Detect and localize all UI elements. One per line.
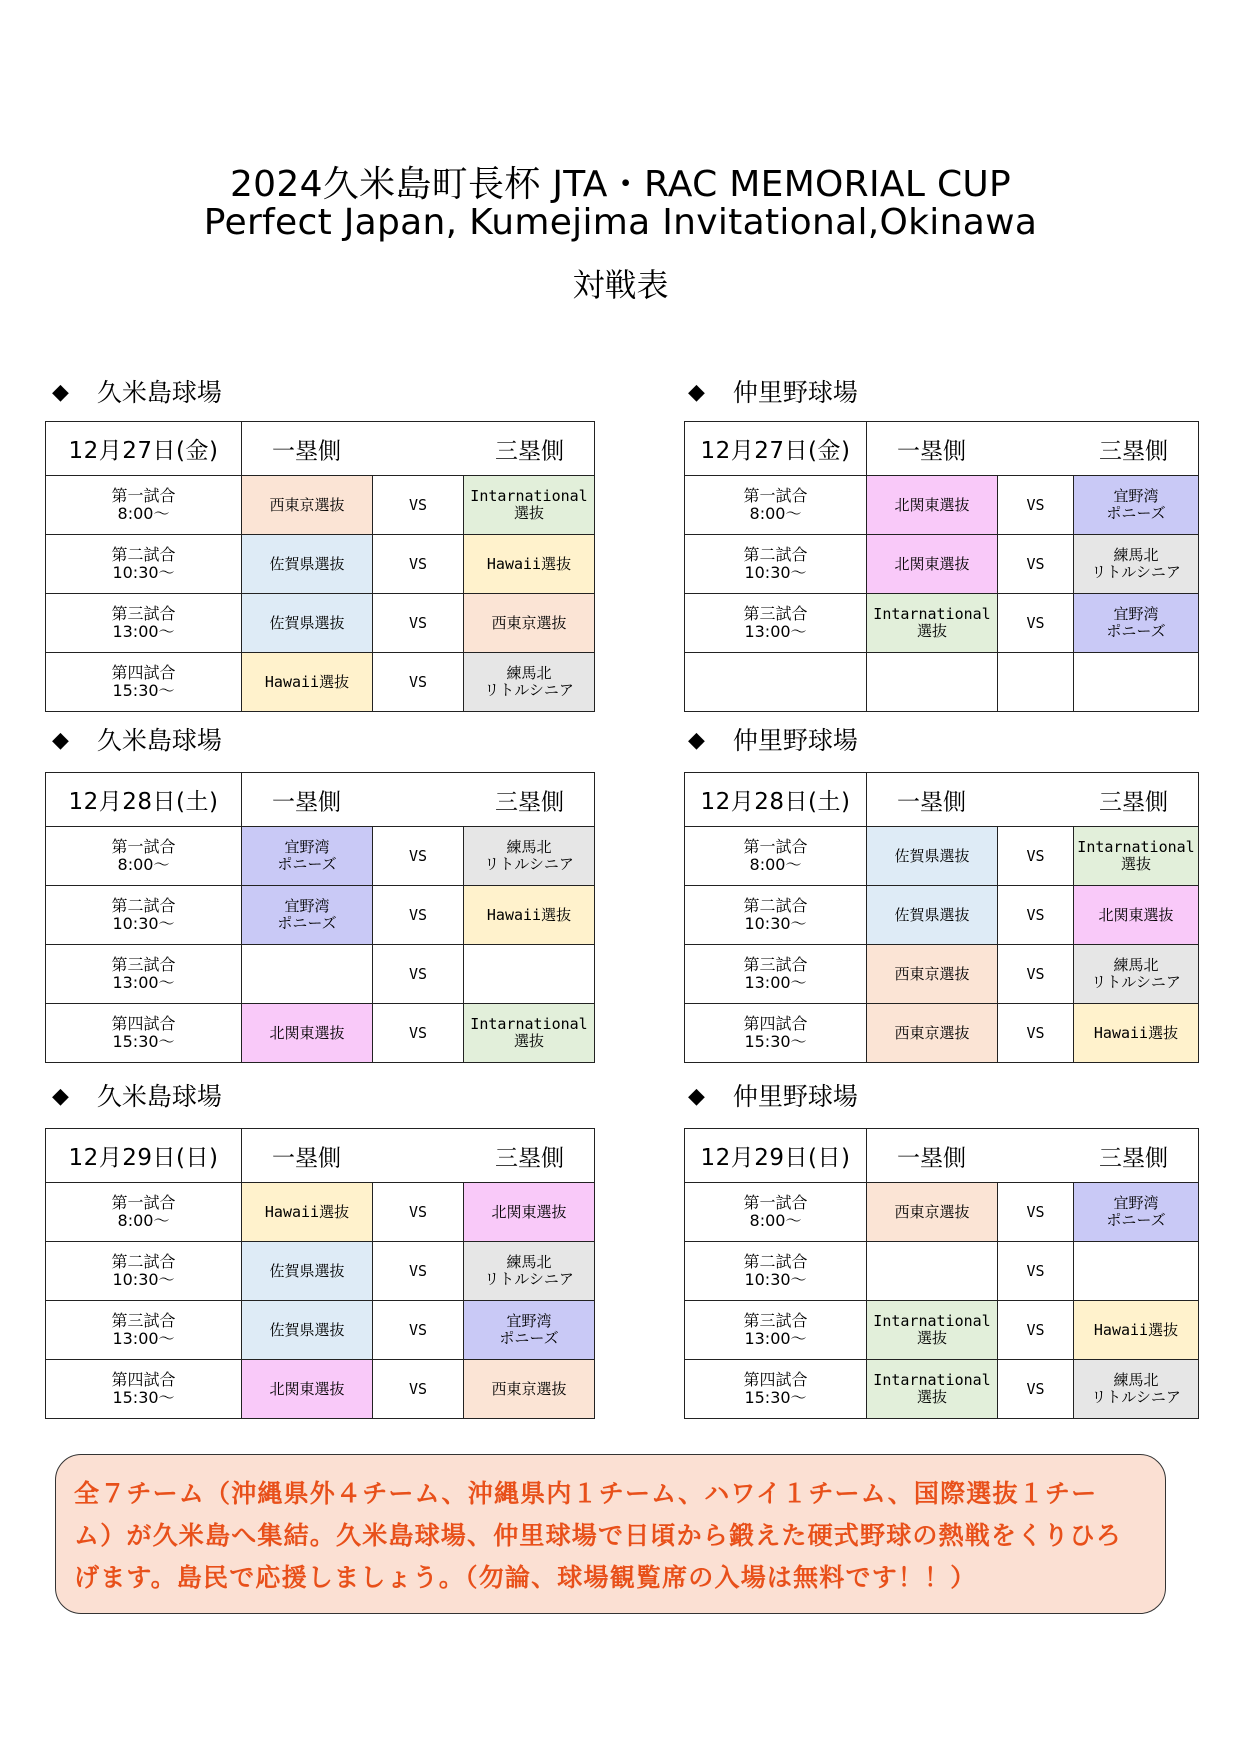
vs-label: VS bbox=[998, 945, 1074, 1004]
game-slot bbox=[685, 886, 867, 945]
game-label: 第二試合 bbox=[743, 896, 808, 915]
first-base-team: 宜野湾 ポニーズ bbox=[242, 827, 373, 886]
schedule-table-nakazato-29 bbox=[684, 1128, 1199, 1419]
game-slot bbox=[46, 1004, 242, 1063]
game-slot bbox=[685, 1301, 867, 1360]
game-row bbox=[685, 1004, 1199, 1063]
game-label: 第二試合 bbox=[743, 545, 808, 564]
match-date: 12月28日(土) bbox=[685, 773, 867, 827]
game-label: 第三試合 bbox=[743, 604, 808, 623]
title-line-1: 2024久米島町長杯 JTA・RAC MEMORIAL CUP bbox=[229, 164, 1012, 205]
third-base-team: 練馬北 リトルシニア bbox=[464, 653, 595, 712]
venue-heading bbox=[688, 726, 858, 756]
first-base-team: 佐賀県選抜 bbox=[242, 594, 373, 653]
venue-heading bbox=[52, 1082, 222, 1112]
game-row bbox=[46, 1242, 595, 1301]
match-date: 12月29日(日) bbox=[46, 1129, 242, 1183]
first-base-label: 一塁側 bbox=[272, 438, 341, 464]
venue-name: 久米島球場 bbox=[96, 1082, 222, 1111]
game-row bbox=[46, 1004, 595, 1063]
game-label: 第一試合 bbox=[111, 486, 176, 505]
first-base-team: 佐賀県選抜 bbox=[867, 827, 998, 886]
game-slot bbox=[46, 945, 242, 1004]
game-slot bbox=[46, 886, 242, 945]
game-slot bbox=[46, 476, 242, 535]
game-label: 第四試合 bbox=[743, 1014, 808, 1033]
match-date: 12月29日(日) bbox=[685, 1129, 867, 1183]
third-base-team: Hawaii選抜 bbox=[1074, 1004, 1199, 1063]
vs-label: VS bbox=[373, 1301, 464, 1360]
third-base-team: Hawaii選抜 bbox=[464, 535, 595, 594]
venue-name: 久米島球場 bbox=[96, 726, 222, 755]
first-base-team bbox=[867, 653, 998, 712]
game-time: 10:30～ bbox=[744, 1270, 807, 1289]
first-base-team: 北関東選抜 bbox=[242, 1004, 373, 1063]
first-base-team: 佐賀県選抜 bbox=[867, 886, 998, 945]
game-time: 13:00～ bbox=[744, 973, 807, 992]
first-base-label: 一塁側 bbox=[272, 789, 341, 815]
venue-name: 仲里野球場 bbox=[732, 1082, 858, 1111]
diamond-icon: ◆ bbox=[52, 380, 69, 405]
notice-line-3: げます。島民で応援しましょう。（勿論、球場観覧席の入場は無料です！！） bbox=[74, 1563, 977, 1592]
game-slot bbox=[46, 1183, 242, 1242]
game-slot bbox=[685, 1242, 867, 1301]
game-label: 第一試合 bbox=[111, 837, 176, 856]
game-slot bbox=[46, 1242, 242, 1301]
vs-label: VS bbox=[998, 1183, 1074, 1242]
first-base-team bbox=[867, 1242, 998, 1301]
game-label: 第三試合 bbox=[743, 1311, 808, 1330]
first-base-team: 佐賀県選抜 bbox=[242, 1301, 373, 1360]
first-base-team: Intarnational 選抜 bbox=[867, 594, 998, 653]
game-label: 第三試合 bbox=[111, 955, 176, 974]
game-label: 第四試合 bbox=[111, 1014, 176, 1033]
game-time: 15:30～ bbox=[744, 1032, 807, 1051]
third-base-team: 宜野湾 ポニーズ bbox=[1074, 594, 1199, 653]
third-base-label: 三塁側 bbox=[1099, 438, 1169, 464]
game-slot bbox=[685, 1360, 867, 1419]
vs-label: VS bbox=[373, 1242, 464, 1301]
venue-heading bbox=[688, 1082, 858, 1112]
diamond-icon: ◆ bbox=[52, 728, 69, 753]
vs-label: VS bbox=[373, 886, 464, 945]
game-label: 第一試合 bbox=[111, 1193, 176, 1212]
game-label: 第一試合 bbox=[743, 1193, 808, 1212]
vs-label: VS bbox=[998, 886, 1074, 945]
first-base-team bbox=[242, 945, 373, 1004]
game-time: 10:30～ bbox=[112, 914, 175, 933]
third-base-team: 西東京選抜 bbox=[464, 594, 595, 653]
third-base-team: 北関東選抜 bbox=[1074, 886, 1199, 945]
third-base-team: 宜野湾 ポニーズ bbox=[464, 1301, 595, 1360]
first-base-label: 一塁側 bbox=[897, 1145, 966, 1171]
vs-label: VS bbox=[373, 1004, 464, 1063]
schedule-table-nakazato-28 bbox=[684, 772, 1199, 1063]
game-row bbox=[46, 827, 595, 886]
game-row bbox=[46, 886, 595, 945]
game-label: 第二試合 bbox=[111, 896, 176, 915]
first-base-team: 佐賀県選抜 bbox=[242, 535, 373, 594]
game-label: 第四試合 bbox=[111, 663, 176, 682]
match-date: 12月27日(金) bbox=[685, 422, 867, 476]
first-base-label: 一塁側 bbox=[272, 1145, 341, 1171]
game-slot bbox=[46, 535, 242, 594]
game-slot bbox=[46, 1360, 242, 1419]
venue-heading bbox=[52, 726, 222, 756]
game-slot bbox=[46, 1301, 242, 1360]
vs-label: VS bbox=[373, 476, 464, 535]
game-label: 第四試合 bbox=[111, 1370, 176, 1389]
vs-label: VS bbox=[998, 1301, 1074, 1360]
table-header-row bbox=[46, 1129, 595, 1183]
vs-label: VS bbox=[998, 1004, 1074, 1063]
notice-line-1: 全７チーム（沖縄県外４チーム、沖縄県内１チーム、ハワイ１チーム、国際選抜１チー bbox=[74, 1479, 1098, 1508]
game-time: 10:30～ bbox=[112, 1270, 175, 1289]
third-base-team: 練馬北 リトルシニア bbox=[1074, 535, 1199, 594]
game-time: 8:00～ bbox=[749, 1211, 802, 1230]
match-date: 12月27日(金) bbox=[46, 422, 242, 476]
diamond-icon: ◆ bbox=[52, 1084, 69, 1109]
vs-label: VS bbox=[998, 1242, 1074, 1301]
schedule-table-kumejima-28 bbox=[45, 772, 595, 1063]
game-time: 8:00～ bbox=[117, 1211, 170, 1230]
game-time: 8:00～ bbox=[117, 855, 170, 874]
game-row bbox=[46, 653, 595, 712]
game-row bbox=[46, 535, 595, 594]
schedule-table-kumejima-27 bbox=[45, 421, 595, 712]
third-base-team: 北関東選抜 bbox=[464, 1183, 595, 1242]
first-base-label: 一塁側 bbox=[897, 438, 966, 464]
first-base-team: 西東京選抜 bbox=[242, 476, 373, 535]
diamond-icon: ◆ bbox=[688, 728, 705, 753]
game-label: 第三試合 bbox=[111, 1311, 176, 1330]
game-slot bbox=[685, 594, 867, 653]
sides-header bbox=[242, 1129, 595, 1183]
game-label: 第一試合 bbox=[743, 837, 808, 856]
notice-line-2: ム）が久米島へ集結。久米島球場、仲里球場で日頃から鍛えた硬式野球の熱戦をくりひろ bbox=[74, 1521, 1123, 1550]
third-base-team: 練馬北 リトルシニア bbox=[464, 827, 595, 886]
game-time: 8:00～ bbox=[749, 855, 802, 874]
game-row bbox=[46, 945, 595, 1004]
venue-name: 久米島球場 bbox=[96, 378, 222, 407]
game-label: 第四試合 bbox=[743, 1370, 808, 1389]
game-row bbox=[685, 1183, 1199, 1242]
first-base-team: Hawaii選抜 bbox=[242, 1183, 373, 1242]
game-row bbox=[685, 476, 1199, 535]
third-base-team: Intarnational 選抜 bbox=[464, 1004, 595, 1063]
third-base-team bbox=[1074, 1242, 1199, 1301]
game-slot bbox=[46, 827, 242, 886]
game-time: 8:00～ bbox=[749, 504, 802, 523]
first-base-team: 西東京選抜 bbox=[867, 1183, 998, 1242]
schedule-table-kumejima-29 bbox=[45, 1128, 595, 1419]
game-row bbox=[46, 1301, 595, 1360]
game-label: 第三試合 bbox=[743, 955, 808, 974]
vs-label: VS bbox=[373, 1183, 464, 1242]
game-slot bbox=[46, 594, 242, 653]
third-base-team: Hawaii選抜 bbox=[464, 886, 595, 945]
third-base-label: 三塁側 bbox=[1099, 789, 1169, 815]
vs-label bbox=[998, 653, 1074, 712]
table-header-row bbox=[685, 773, 1199, 827]
game-row bbox=[685, 653, 1199, 712]
table-header-row bbox=[685, 422, 1199, 476]
third-base-team: 練馬北 リトルシニア bbox=[1074, 945, 1199, 1004]
notice-box bbox=[55, 1454, 1166, 1614]
game-slot bbox=[685, 945, 867, 1004]
game-row bbox=[685, 1360, 1199, 1419]
game-label: 第一試合 bbox=[743, 486, 808, 505]
game-time: 10:30～ bbox=[744, 563, 807, 582]
first-base-team: Intarnational 選抜 bbox=[867, 1360, 998, 1419]
game-time: 15:30～ bbox=[744, 1388, 807, 1407]
diamond-icon: ◆ bbox=[688, 380, 705, 405]
vs-label: VS bbox=[373, 535, 464, 594]
table-header-row bbox=[46, 773, 595, 827]
game-row bbox=[685, 886, 1199, 945]
vs-label: VS bbox=[373, 827, 464, 886]
game-row bbox=[685, 1301, 1199, 1360]
third-base-team: 西東京選抜 bbox=[464, 1360, 595, 1419]
game-time: 15:30～ bbox=[112, 1032, 175, 1051]
third-base-team: Intarnational 選抜 bbox=[1074, 827, 1199, 886]
game-time: 13:00～ bbox=[744, 1329, 807, 1348]
game-label: 第二試合 bbox=[743, 1252, 808, 1271]
venue-name: 仲里野球場 bbox=[732, 378, 858, 407]
vs-label: VS bbox=[373, 653, 464, 712]
third-base-team: 練馬北 リトルシニア bbox=[464, 1242, 595, 1301]
first-base-team: 北関東選抜 bbox=[867, 476, 998, 535]
first-base-label: 一塁側 bbox=[897, 789, 966, 815]
game-slot bbox=[685, 653, 867, 712]
third-base-label: 三塁側 bbox=[1099, 1145, 1169, 1171]
first-base-team: 西東京選抜 bbox=[867, 1004, 998, 1063]
first-base-team: 北関東選抜 bbox=[867, 535, 998, 594]
third-base-team: Intarnational 選抜 bbox=[464, 476, 595, 535]
game-row bbox=[685, 535, 1199, 594]
game-slot bbox=[685, 1004, 867, 1063]
sides-header bbox=[867, 1129, 1199, 1183]
vs-label: VS bbox=[373, 945, 464, 1004]
sides-header bbox=[242, 773, 595, 827]
match-date: 12月28日(土) bbox=[46, 773, 242, 827]
first-base-team: Hawaii選抜 bbox=[242, 653, 373, 712]
page-subtitle: 対戦表 bbox=[572, 266, 669, 304]
game-label: 第三試合 bbox=[111, 604, 176, 623]
game-time: 10:30～ bbox=[744, 914, 807, 933]
vs-label: VS bbox=[998, 535, 1074, 594]
game-time: 13:00～ bbox=[112, 1329, 175, 1348]
sides-header bbox=[867, 773, 1199, 827]
game-label: 第二試合 bbox=[111, 1252, 176, 1271]
game-row bbox=[46, 476, 595, 535]
third-base-team: 宜野湾 ポニーズ bbox=[1074, 476, 1199, 535]
third-base-team: 宜野湾 ポニーズ bbox=[1074, 1183, 1199, 1242]
vs-label: VS bbox=[998, 594, 1074, 653]
venue-name: 仲里野球場 bbox=[732, 726, 858, 755]
game-time: 8:00～ bbox=[117, 504, 170, 523]
vs-label: VS bbox=[998, 827, 1074, 886]
sides-header bbox=[242, 422, 595, 476]
third-base-label: 三塁側 bbox=[495, 438, 565, 464]
game-slot bbox=[685, 827, 867, 886]
title-line-2: Perfect Japan, Kumejima Invitational,Okinawa bbox=[203, 202, 1038, 243]
vs-label: VS bbox=[373, 1360, 464, 1419]
sides-header bbox=[867, 422, 1199, 476]
game-time: 15:30～ bbox=[112, 1388, 175, 1407]
game-time: 13:00～ bbox=[744, 622, 807, 641]
game-time: 13:00～ bbox=[112, 973, 175, 992]
first-base-team: 宜野湾 ポニーズ bbox=[242, 886, 373, 945]
game-time: 10:30～ bbox=[112, 563, 175, 582]
schedule-table-nakazato-27 bbox=[684, 421, 1199, 712]
third-base-team bbox=[1074, 653, 1199, 712]
first-base-team: 佐賀県選抜 bbox=[242, 1242, 373, 1301]
venue-heading bbox=[52, 378, 222, 408]
game-time: 13:00～ bbox=[112, 622, 175, 641]
table-header-row bbox=[46, 422, 595, 476]
first-base-team: Intarnational 選抜 bbox=[867, 1301, 998, 1360]
venue-heading bbox=[688, 378, 858, 408]
game-slot bbox=[685, 535, 867, 594]
game-row bbox=[46, 1183, 595, 1242]
game-slot bbox=[46, 653, 242, 712]
game-row bbox=[685, 1242, 1199, 1301]
third-base-team: 練馬北 リトルシニア bbox=[1074, 1360, 1199, 1419]
third-base-label: 三塁側 bbox=[495, 789, 565, 815]
game-row bbox=[685, 594, 1199, 653]
game-slot bbox=[685, 1183, 867, 1242]
game-time: 15:30～ bbox=[112, 681, 175, 700]
vs-label: VS bbox=[373, 594, 464, 653]
game-row bbox=[685, 945, 1199, 1004]
third-base-team bbox=[464, 945, 595, 1004]
third-base-team: Hawaii選抜 bbox=[1074, 1301, 1199, 1360]
first-base-team: 西東京選抜 bbox=[867, 945, 998, 1004]
diamond-icon: ◆ bbox=[688, 1084, 705, 1109]
game-row bbox=[685, 827, 1199, 886]
game-row bbox=[46, 1360, 595, 1419]
third-base-label: 三塁側 bbox=[495, 1145, 565, 1171]
vs-label: VS bbox=[998, 1360, 1074, 1419]
game-label: 第二試合 bbox=[111, 545, 176, 564]
first-base-team: 北関東選抜 bbox=[242, 1360, 373, 1419]
vs-label: VS bbox=[998, 476, 1074, 535]
game-slot bbox=[685, 476, 867, 535]
table-header-row bbox=[685, 1129, 1199, 1183]
game-row bbox=[46, 594, 595, 653]
